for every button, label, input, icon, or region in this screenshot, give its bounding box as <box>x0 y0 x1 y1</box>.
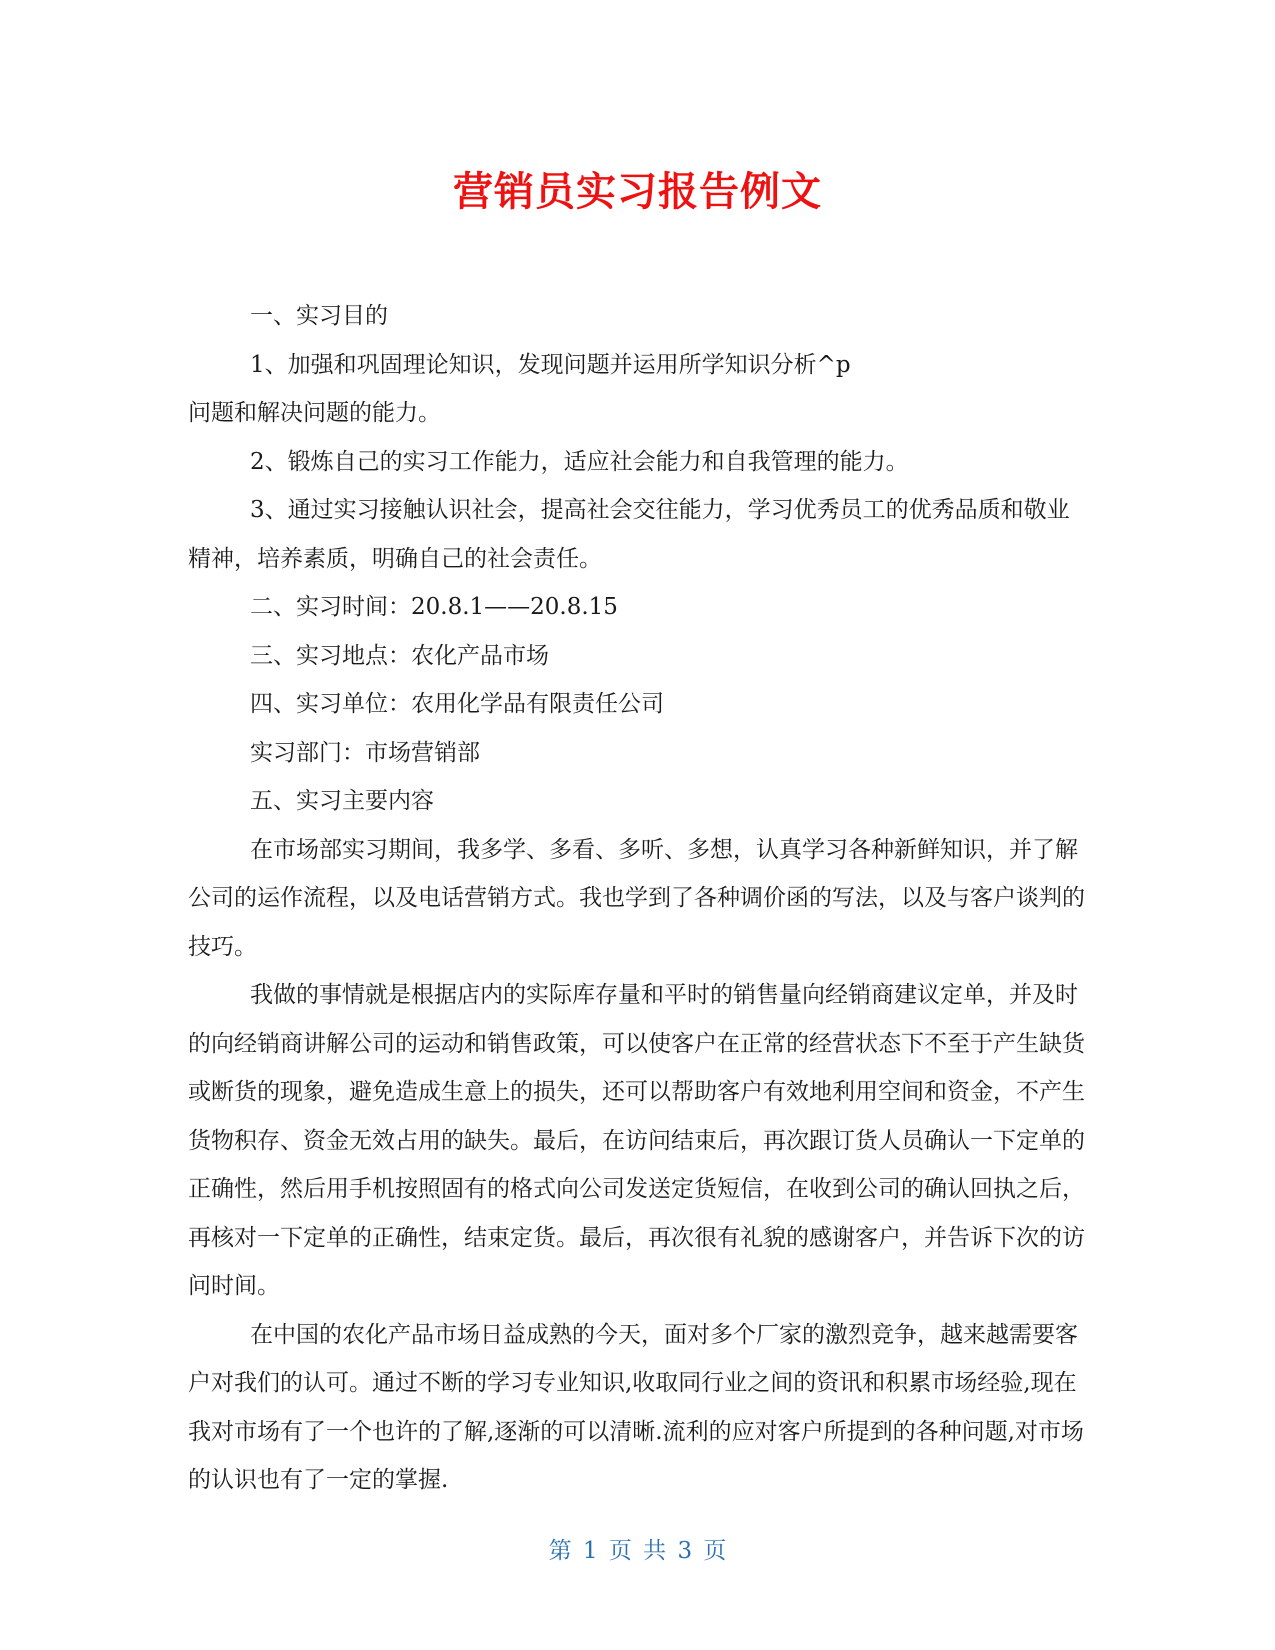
internship-department: 实习部门：市场营销部 <box>250 739 480 766</box>
body-paragraph: 我做的事情就是根据店内的实际库存量和平时的销售量向经销商建议定单，并及时的向经销商讲解公司的运动和销售政策，可以使客户在正常的经营状态下不至于产生缺货或断货的现象，避免造成生意上的损失，还可以帮助客户有效地利用空间和资金，不产生货物积存、资金无效占用的缺失。最后，在访问结束后，再次跟订货人员确认一下定单的正确性，然后用手机按照固有的格式向公司发送定货短信，在收到公司的确认回执之后，再核对一下定单的正确性，结束定货。最后，再次很有礼貌的感谢客户，并告诉下次的访问时间。 <box>188 982 1085 1299</box>
section-heading-purpose: 一、实习目的 <box>250 303 388 329</box>
document-title: 营销员实习报告例文 <box>453 169 822 215</box>
purpose-item-3: 3、通过实习接触认识社会，提高社会交往能力，学习优秀员工的优秀品质和敬业精神，培养素质，明确自己的社会责任。 <box>188 497 1070 572</box>
document-body <box>188 292 1088 1505</box>
section-internship-company: 四、实习单位：农用化学品有限责任公司 <box>250 691 664 717</box>
body-paragraph: 在中国的农化产品市场日益成熟的今天，面对多个厂家的激烈竞争，越来越需要客户对我们的认可。通过不断的学习专业知识,收取同行业之间的资讯和积累市场经验,现在我对市场有了一个也许的了解,逐渐的可以清晰.流利的应对客户所提到的各种问题,对市场的认识也有了一定的掌握. <box>188 1321 1084 1493</box>
section-heading-content: 五、实习主要内容 <box>250 788 434 814</box>
purpose-item-2: 2、锻炼自己的实习工作能力，适应社会能力和自我管理的能力。 <box>250 448 909 475</box>
purpose-item-1: 1、加强和巩固理论知识，发现问题并运用所学知识分析^p <box>250 351 851 378</box>
purpose-item-1-continued: 问题和解决问题的能力。 <box>188 400 441 426</box>
section-internship-location: 三、实习地点：农化产品市场 <box>250 642 549 669</box>
section-internship-time: 二、实习时间：20.8.1——20.8.15 <box>250 594 618 620</box>
body-paragraph: 在市场部实习期间，我多学、多看、多听、多想，认真学习各种新鲜知识，并了解公司的运作流程，以及电话营销方式。我也学到了各种调价函的写法，以及与客户谈判的技巧。 <box>188 836 1085 960</box>
page-number-footer: 第 1 页 共 3 页 <box>548 1538 727 1564</box>
